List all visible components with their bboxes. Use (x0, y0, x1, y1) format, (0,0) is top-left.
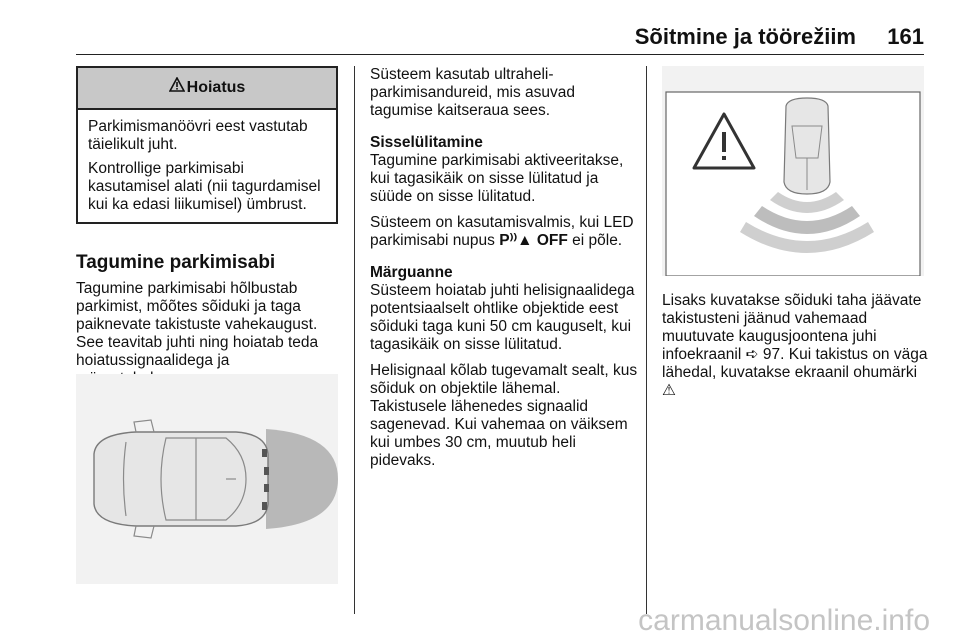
column-3 (662, 292, 930, 408)
switch-on-block (370, 134, 638, 206)
section-title: Sõitmine ja töörežiim (634, 24, 856, 49)
warning-paragraph: Parkimismanöövri eest vastutab täielikult juht. (88, 118, 308, 153)
warning-triangle-icon: ⚠ (662, 382, 676, 399)
ready-paragraph (370, 214, 638, 250)
header-rule (76, 54, 924, 55)
warning-box (76, 66, 338, 224)
warning-paragraph: Kontrollige parkimisabi kasutamisel alati (nii tagurdamisel kui ka edasi liikumisel) ümbrust. (88, 160, 321, 213)
body-paragraph: Süsteem kasutab ultraheli-parkimisandureid, mis asuvad tagumise kaitseraua sees. (370, 66, 576, 119)
body-text: Süsteem on kasutamisvalmis, kui LED parkimisabi nupus (370, 214, 634, 249)
body-text: Süsteem hoiatab juhti helisignaalidega potentsiaalselt ohtlike objektide eest sõiduki taga kuni 50 cm kauguselt, kui tagasikäik on sisse lülitatud. (370, 282, 635, 353)
column-2 (370, 66, 638, 478)
body-text: . Kui takistus on väga lähedal, kuvatakse ekraanil ohumärki (662, 346, 928, 381)
body-paragraph: Helisignaal kõlab tugevamalt sealt, kus sõiduk on objektile lähemal. Takistusele lähenedes signaalid sagenevad. Kui vahemaa on väiksem kui umbes 30 cm, muutub heli pidevaks. (370, 362, 638, 469)
info-display-illustration (662, 66, 924, 276)
page-number: 161 (887, 24, 924, 49)
section-heading: Tagumine parkimisabi (76, 252, 276, 273)
warning-triangle-icon (169, 68, 185, 108)
parking-button-symbol: P⁾⁾▲ OFF (499, 232, 568, 249)
body-paragraph: Tagumine parkimisabi hõlbustab parkimist, mõõtes sõiduki ja taga paiknevate takistuste vahekaugust. See teavitab juhti ning hoiatab teda hoiatussignaalidega ja (76, 280, 319, 369)
notice-block (370, 264, 638, 354)
page-reference[interactable]: 97 (762, 346, 781, 363)
page-reference-arrow-icon: ➪ (745, 346, 759, 363)
rear-sensor-illustration (76, 374, 338, 584)
warning-header (78, 68, 336, 110)
subheading: Sisselülitamine (370, 134, 483, 151)
display-paragraph (662, 292, 930, 400)
body-text: Lisaks kuvatakse sõiduki taha jäävate takistusteni jäänud vahemaad muutuvate kaugusjoontena juhi infoekraanil (662, 292, 922, 363)
warning-title: Hoiatus (186, 79, 246, 96)
subheading: Märguanne (370, 264, 453, 281)
column-1 (76, 66, 338, 396)
body-text: ei põle. (567, 232, 623, 249)
warning-body (78, 110, 336, 222)
column-divider (354, 66, 355, 614)
column-divider (646, 66, 647, 614)
watermark: carmanualsonline.info (638, 604, 930, 637)
page-header (0, 22, 960, 52)
body-text: Tagumine parkimisabi aktiveeritakse, kui tagasikäik on sisse lülitatud ja süüde on sisse lülitatud. (370, 152, 624, 205)
